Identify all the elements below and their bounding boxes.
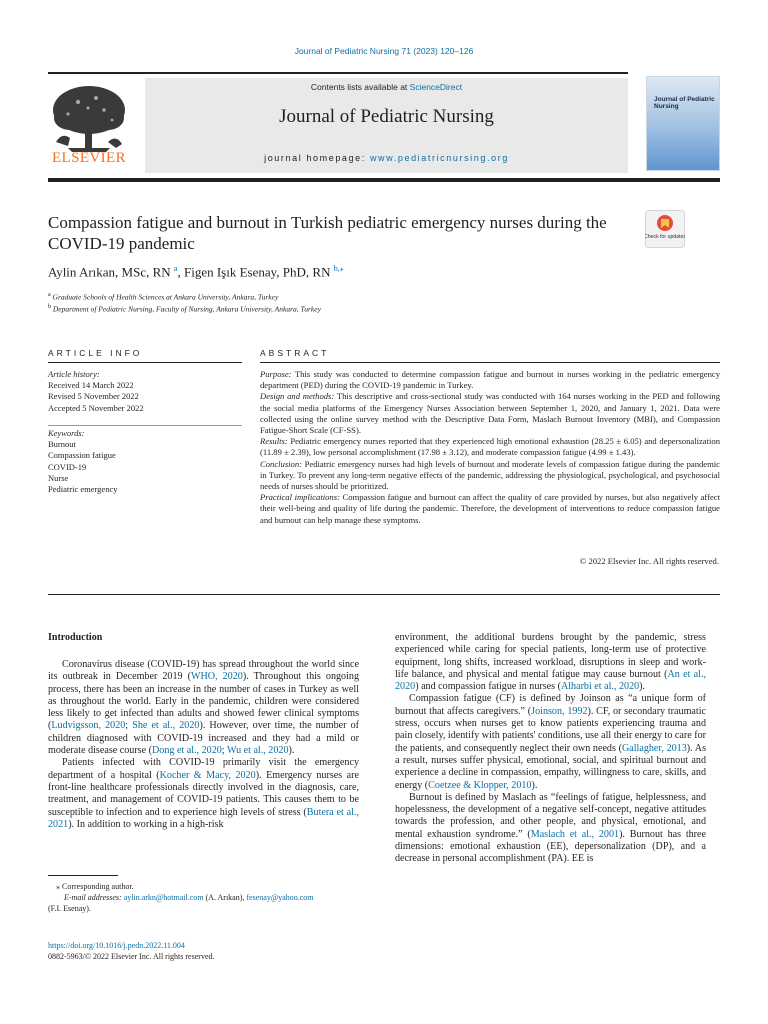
email-owner: (F.I. Esenay).: [48, 904, 91, 913]
contents-line: [145, 82, 628, 92]
citation-link[interactable]: Dong et al., 2020: [151, 745, 222, 757]
body-column-left: [48, 659, 359, 831]
journal-cover-thumbnail[interactable]: [646, 76, 720, 171]
keyword: Nurse: [48, 472, 69, 483]
keyword: Burnout: [48, 439, 76, 450]
abstract-copyright: © 2022 Elsevier Inc. All rights reserved.: [579, 556, 719, 566]
abstract-methods: Design and methods: This descriptive and cross-sectional study was conducted with 164 nurses working in the PED and following the social media platforms of the Emergency Nurses Association between September 1, 2020, and January 1, 2021. Data were collected using the online survey method with the Descriptive Data Form, Maslach Burnout Inventory (MBI), and Compassion Fatigue-Short Scale (CF-SS).: [260, 391, 720, 436]
keyword: Compassion fatigue: [48, 450, 116, 461]
article-history: [48, 369, 242, 414]
citation-link[interactable]: Coetzee & Klopper, 2010: [428, 779, 532, 791]
abstract-purpose: Purpose: This study was conducted to determine compassion fatigue and burnout in nurses working in the pediatric emergency department (PED) during the COVID-19 pandemic in Turkey.: [260, 369, 720, 391]
author-2-affil-mark[interactable]: b,⁎: [333, 264, 344, 273]
paragraph: Coronavirus disease (COVID-19) has spread throughout the world since its outbreak in December 2019 (WHO, 2020). Throughout this ongoing process, there has been an increase in the number of cases in Turkey as well as throughout the world. Early in the pandemic, children were considered less likely to get infected than adults and showed fewer clinical symptoms (Ludvigsson, 2020; She et al., 2020). However, over time, the number of children diagnosed with COVID-19 increased and they had a mild or moderate disease course (Dong et al., 2020; Wu et al., 2020).: [48, 659, 360, 757]
elsevier-wordmark: ELSEVIER: [51, 150, 127, 166]
sciencedirect-link[interactable]: ScienceDirect: [409, 82, 463, 92]
body-rule: [48, 594, 720, 595]
keyword: Pediatric emergency: [48, 484, 118, 495]
history-label: Article history:: [48, 369, 100, 379]
keywords-label: Keywords:: [48, 428, 85, 438]
paragraph: environment, the additional burdens brought by the pandemic, stress experienced while caring for special patients, long-term use of protective equipment, long shifts, increased workload, disruptions in sleep and work-life balance, and physical and mental fatigue may cause burnout (An et al., 2020) and compassion fatigue in nurses (Alharbi et al., 2020).: [395, 632, 707, 693]
header-bottom-rule: [48, 178, 720, 182]
article-info-heading: ARTICLE INFO: [48, 348, 143, 358]
header-rule: [48, 72, 628, 74]
footnotes: [48, 881, 359, 914]
citation-link[interactable]: An et al., 2020: [395, 668, 707, 693]
email-link[interactable]: fesenay@yahoo.com: [246, 893, 314, 902]
contents-prefix: Contents lists available at: [310, 82, 410, 92]
email-link[interactable]: aylin.arkn@hotmail.com: [123, 893, 204, 902]
author-1-affil-mark[interactable]: a: [173, 264, 178, 273]
keyword: COVID-19: [48, 461, 87, 472]
citation-link[interactable]: Maslach et al., 2001: [530, 828, 620, 840]
section-heading-introduction: Introduction: [48, 632, 103, 643]
affiliation-b: $^b$ Department of Pediatric Nursing, Faculty of Nursing, Ankara University, Ankara, Turkey: [48, 304, 321, 314]
abstract-results: Results: Pediatric emergency nurses reported that they experienced high emotional exhaustion (28.25 ± 6.05) and depersonalization (11.89 ± 2.39), low personal accomplishment (17.98 ± 3.12), and moderate compassion fatigue (4.99 ± 1.43).: [260, 436, 720, 458]
received-date: Received 14 March 2022: [48, 380, 134, 391]
paragraph: Burnout is defined by Maslach as “feelings of fatigue, helplessness, and hopelessness, the development of a negative self-concept, negative attitudes towards the profession, and other people, and physical, emotional, and mental exhaustion syndrome.” (Maslach et al., 2001). Burnout has three dimensions: emotional exhaustion (EE), depersonalization (DP), and a decrease in personal accomplishment (PA). EE is: [395, 791, 706, 865]
revised-date: Revised 5 November 2022: [48, 391, 139, 402]
article-title: Compassion fatigue and burnout in Turkish pediatric emergency nurses during the COVID-19 pandemic: [48, 213, 607, 253]
journal-reference[interactable]: Journal of Pediatric Nursing 71 (2023) 120–126: [294, 46, 474, 56]
journal-title: Journal of Pediatric Nursing: [279, 106, 494, 127]
citation-link[interactable]: Butera et al., 2021: [48, 806, 359, 830]
abstract-conclusion: Conclusion: Pediatric emergency nurses had high levels of burnout and moderate levels of compassion fatigue during the pandemic in Turkey. To prevent any long-term negative effects of the pandemic, addressing the physiological, psychological, and psychosocial needs of nurses should be prioritized.: [260, 458, 720, 492]
article-info-rule: [48, 362, 242, 363]
cover-title: Journal of Pediatric Nursing: [654, 96, 715, 110]
keywords-rule: [48, 425, 242, 426]
homepage-link[interactable]: www.pediatricnursing.org: [369, 153, 509, 163]
footnote-rule: [48, 875, 118, 876]
citation-link[interactable]: Wu et al., 2020: [226, 745, 289, 757]
check-updates-label: Check for updates: [645, 234, 685, 240]
paragraph: Compassion fatigue (CF) is defined by Joinson as “a unique form of burnout that affects caregivers.” (Joinson, 1992). CF, or secondary traumatic stress, occurs when nurses get to know patients experiencing trauma and pain closely, identify with patients' conditions, use all their energy to care for the patients, and consequently neglect their own needs (Gallagher, 2013). As a result, nurses suffer physical, emotional, social, and spiritual burnout and experience a decline in compassion, empathy, willingness to care, skills, and energy (Coetzee & Klopper, 2010).: [395, 693, 706, 791]
abstract-body: [260, 369, 720, 526]
issn-copyright: 0882-5963/© 2022 Elsevier Inc. All rights reserved.: [48, 952, 215, 961]
citation-link[interactable]: Gallagher, 2013: [621, 742, 687, 754]
email-addresses: E-mail addresses: aylin.arkn@hotmail.com (A. Arıkan), fesenay@yahoo.com: [64, 893, 314, 902]
citation-link[interactable]: Joinson, 1992: [531, 705, 588, 717]
keywords-block: [48, 428, 242, 495]
body-column-right: [395, 632, 706, 866]
doi-link[interactable]: https://doi.org/10.1016/j.pedn.2022.11.004: [48, 941, 185, 950]
author-line: Aylin Arıkan, MSc, RN $^a$, Figen Işık Esenay, PhD, RN $^{b,⁎}$: [48, 264, 344, 280]
affiliation-a: $^a$ Graduate Schools of Health Sciences at Ankara University, Ankara, Turkey: [48, 292, 279, 302]
doi-block: [48, 940, 215, 962]
corresponding-author-note: ⁎ Corresponding author.: [56, 882, 134, 891]
homepage-prefix: journal homepage:: [264, 153, 370, 163]
citation-link[interactable]: Kocher & Macy, 2020: [159, 769, 256, 781]
author-1[interactable]: Aylin Arıkan, MSc, RN: [48, 264, 171, 280]
accepted-date: Accepted 5 November 2022: [48, 402, 144, 413]
abstract-heading: ABSTRACT: [260, 348, 330, 358]
abstract-implications: Practical implications: Compassion fatigue and burnout can affect the quality of care provided by nurses, but also negatively affect their well-being and quality of life during the pandemic. Therefore, the development of interventions to reduce compassion fatigue and burnout can help manage these symptoms.: [260, 492, 720, 525]
citation-link[interactable]: WHO, 2020: [190, 671, 243, 683]
citation-link[interactable]: Ludvigsson, 2020: [51, 720, 126, 732]
check-updates-icon: [645, 210, 685, 248]
author-2[interactable]: Figen Işık Esenay, PhD, RN: [183, 264, 331, 280]
abstract-rule: [260, 362, 720, 363]
citation-link[interactable]: Alharbi et al., 2020: [560, 681, 640, 693]
journal-homepage-line: [145, 153, 628, 163]
check-for-updates-badge[interactable]: [645, 210, 685, 248]
citation-link[interactable]: She et al., 2020: [132, 720, 200, 732]
paragraph: Patients infected with COVID-19 primarily visit the emergency department of a hospital (Kocher & Macy, 2020). Emergency nurses are front-line healthcare professionals directly involved in the diagnosis, care, treatment, and management of COVID-19 patients. This causes them to be susceptible to infection and to experience high levels of stress (Butera et al., 2021). In addition to working in a high-risk: [48, 757, 359, 830]
